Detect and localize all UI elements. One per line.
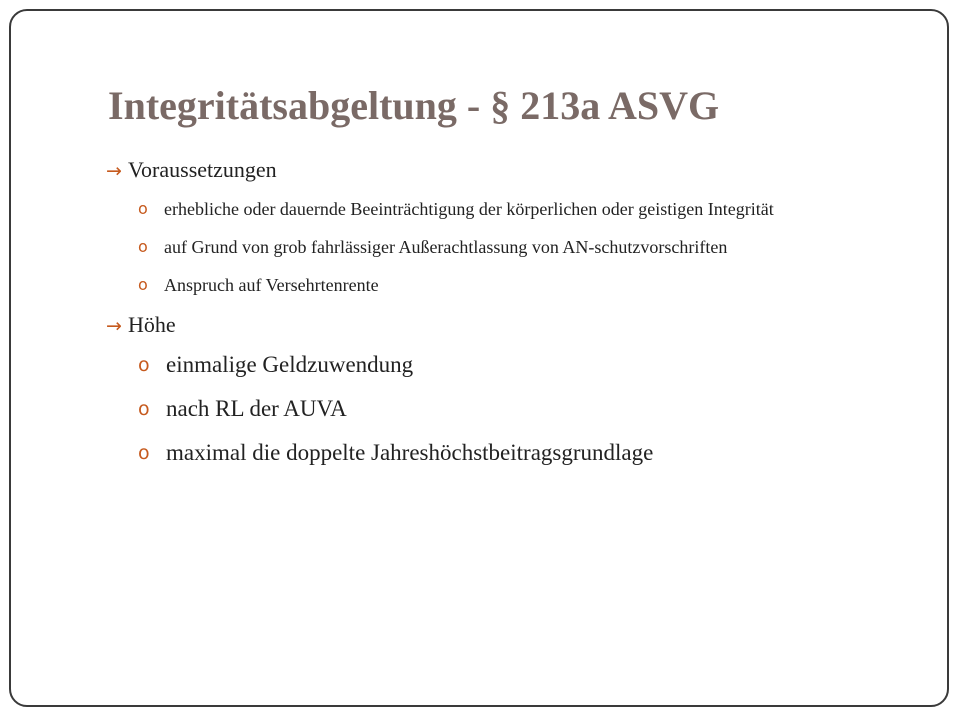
section-heading-hoehe xyxy=(106,310,876,341)
list-item-text: auf Grund von grob fahrlässiger Außerachtlassung von AN-schutzvorschriften xyxy=(164,237,728,257)
list-item-text: einmalige Geldzuwendung xyxy=(166,352,414,377)
hoehe-list xyxy=(106,349,876,469)
circle-bullet-icon: o xyxy=(138,442,150,464)
slide-content xyxy=(106,155,876,481)
list-item-text: nach RL der AUVA xyxy=(166,396,347,421)
list-item xyxy=(138,437,876,469)
list-item xyxy=(138,232,876,262)
circle-bullet-icon: o xyxy=(138,275,148,294)
circle-bullet-icon: o xyxy=(138,398,150,420)
section-heading-voraussetzungen xyxy=(106,155,876,186)
section-heading-label: Höhe xyxy=(128,312,176,337)
list-item xyxy=(138,393,876,425)
section-heading-label: Voraussetzungen xyxy=(128,157,277,182)
arrow-right-icon: → xyxy=(106,160,122,182)
arrow-right-icon: → xyxy=(106,315,122,337)
circle-bullet-icon: o xyxy=(138,237,148,256)
list-item xyxy=(138,270,876,300)
list-item-text: Anspruch auf Versehrtenrente xyxy=(164,275,379,295)
voraussetzungen-list xyxy=(106,194,876,300)
list-item-text: erhebliche oder dauernde Beeinträchtigung der körperlichen oder geistigen Integrität xyxy=(164,199,774,219)
slide-title: Integritätsabgeltung - § 213a ASVG xyxy=(108,83,720,128)
list-item xyxy=(138,349,876,381)
circle-bullet-icon: o xyxy=(138,199,148,218)
list-item-text: maximal die doppelte Jahreshöchstbeitragsgrundlage xyxy=(166,440,654,465)
list-item xyxy=(138,194,876,224)
circle-bullet-icon: o xyxy=(138,354,150,376)
